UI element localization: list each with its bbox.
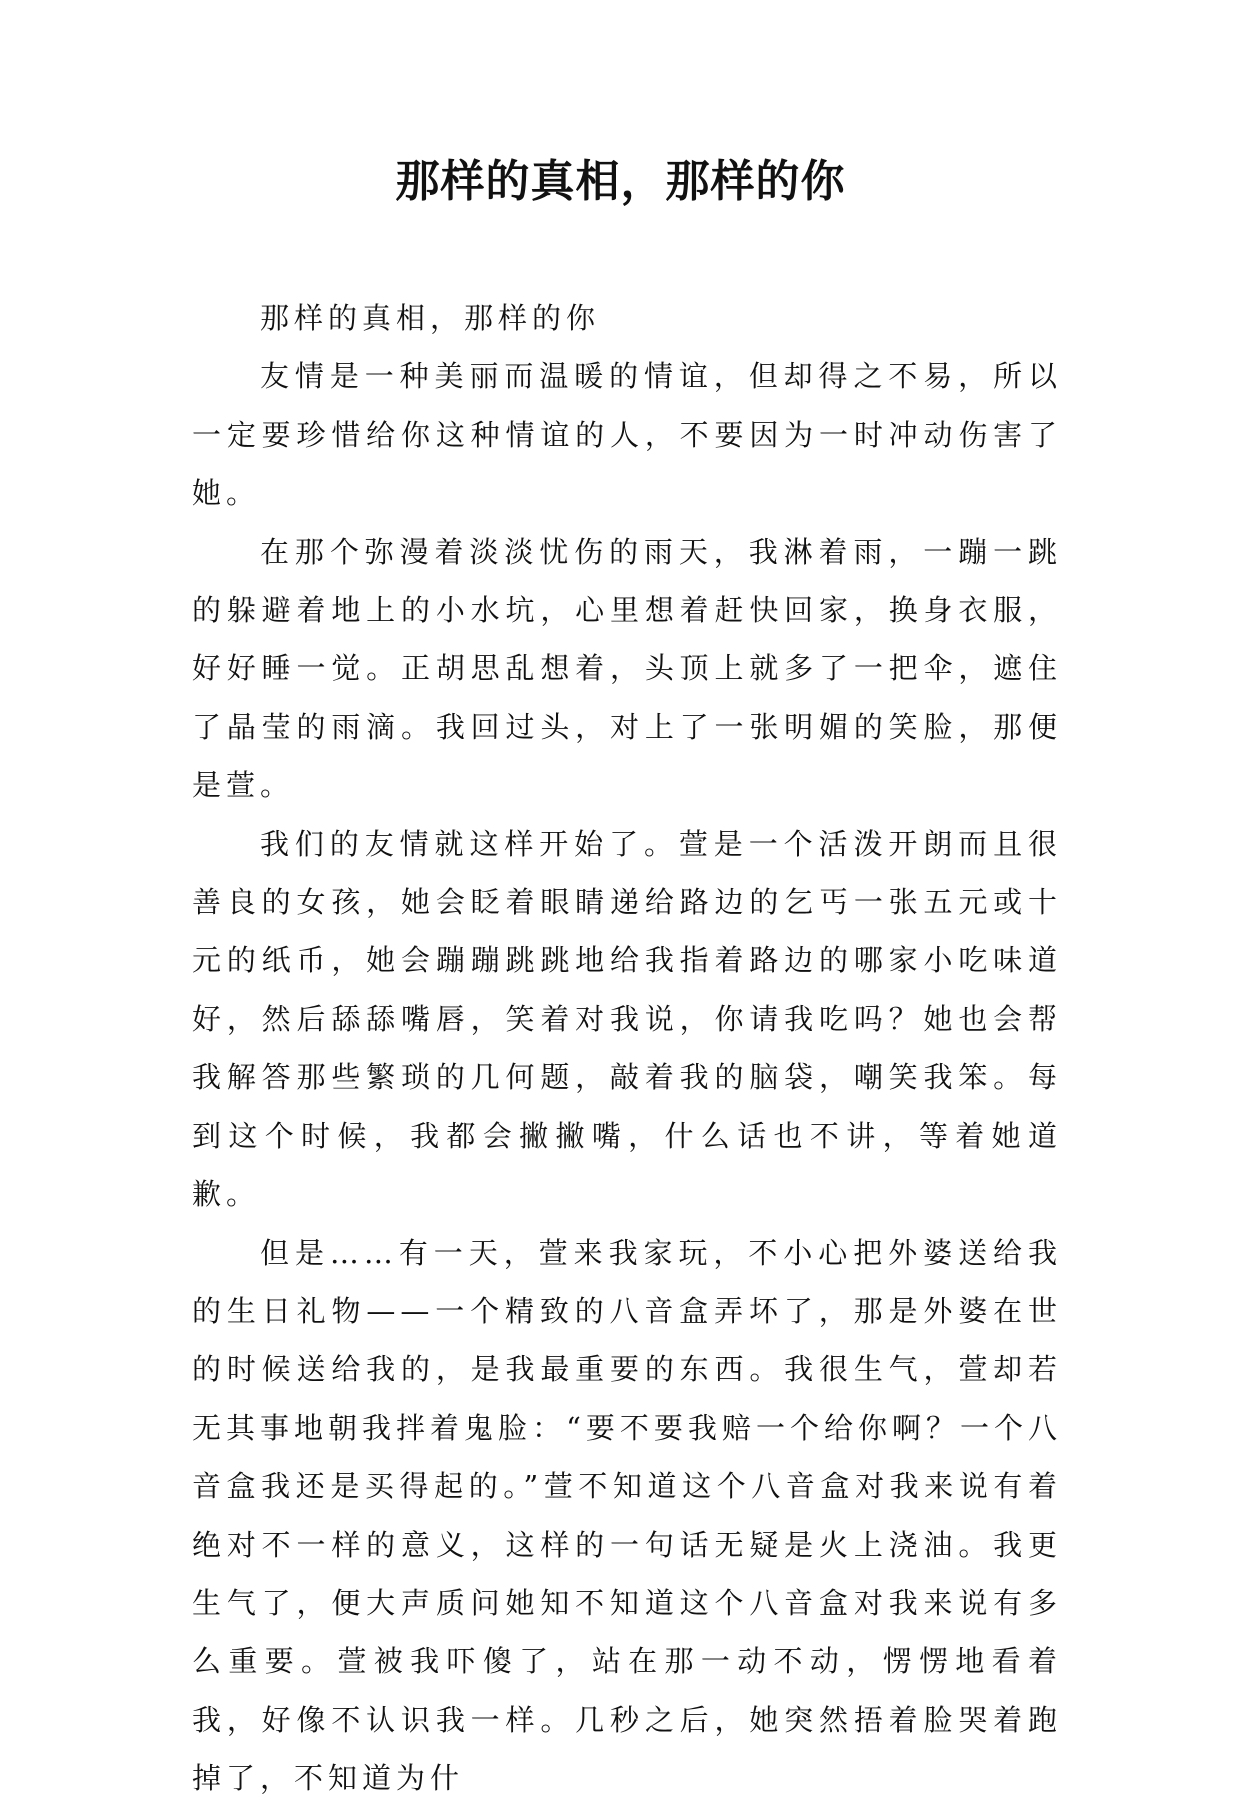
document-body (192, 289, 1062, 1808)
paragraph: 我们的友情就这样开始了。萱是一个活泼开朗而且很善良的女孩，她会眨着眼睛递给路边的乞丐一张五元或十元的纸币，她会蹦蹦跳跳地给我指着路边的哪家小吃味道好，然后舔舔嘴唇，笑着对我说，你请我吃吗？她也会帮我解答那些繁琐的几何题，敲着我的脑袋，嘲笑我笨。每到这个时候，我都会撇撇嘴，什么话也不讲，等着她道歉。 (192, 826, 1062, 1212)
paragraph: 在那个弥漫着淡淡忧伤的雨天，我淋着雨，一蹦一跳的躲避着地上的小水坑，心里想着赶快回家，换身衣服，好好睡一觉。正胡思乱想着，头顶上就多了一把伞，遮住了晶莹的雨滴。我回过头，对上了一张明媚的笑脸，那便是萱。 (192, 534, 1062, 803)
paragraph: 但是……有一天，萱来我家玩，不小心把外婆送给我的生日礼物——一个精致的八音盒弄坏了，那是外婆在世的时候送给我的，是我最重要的东西。我很生气，萱却若无其事地朝我拌着鬼脸：“要不要我赔一个给你啊？一个八音盒我还是买得起的。”萱不知道这个八音盒对我来说有着绝对不一样的意义，这样的一句话无疑是火上浇油。我更生气了，便大声质问她知不知道这个八音盒对我来说有多么重要。萱被我吓傻了，站在那一动不动，愣愣地看着我，好像不认识我一样。几秒之后，她突然捂着脸哭着跑掉了，不知道为什 (192, 1235, 1062, 1796)
paragraph-subtitle: 那样的真相，那样的你 (260, 301, 601, 335)
document-title: 那样的真相，那样的你 (395, 156, 846, 207)
paragraph: 友情是一种美丽而温暖的情谊，但却得之不易，所以一定要珍惜给你这种情谊的人，不要因为一时冲动伤害了她。 (192, 359, 1062, 511)
